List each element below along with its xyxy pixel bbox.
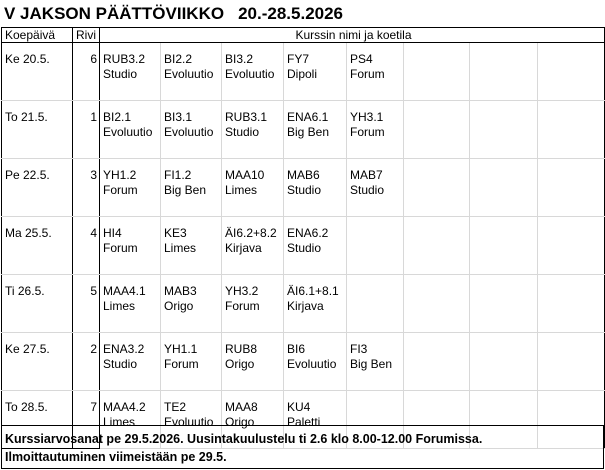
course-cell — [347, 101, 404, 159]
course-cell — [284, 333, 347, 391]
course-cell — [100, 217, 161, 275]
empty-cell — [538, 333, 605, 391]
course-cell — [222, 159, 284, 217]
course-cell — [222, 275, 284, 333]
course-name: RUB3.1 — [225, 110, 268, 124]
course-name: RUB8 — [225, 342, 258, 356]
course-cell — [284, 43, 347, 101]
exam-room: Big Ben — [287, 125, 330, 139]
table-row — [2, 275, 605, 333]
course-cell — [284, 101, 347, 159]
exam-room: Evoluutio — [164, 125, 214, 139]
empty-cell — [470, 101, 538, 159]
course-cell — [161, 159, 222, 217]
header-row — [2, 28, 605, 43]
exam-room: Studio — [103, 357, 138, 371]
footer-line-2: Ilmoittautuminen viimeistään pe 29.5. — [5, 450, 227, 464]
exam-room: Evoluutio — [287, 357, 337, 371]
exam-room: Big Ben — [164, 183, 207, 197]
exam-day: Ma 25.5. — [2, 217, 73, 275]
row-number: 1 — [73, 101, 100, 159]
exam-room: Limes — [103, 299, 136, 313]
exam-room: Paletti — [287, 415, 321, 429]
exam-room: Evoluutio — [164, 415, 214, 429]
exam-room: Forum — [103, 183, 138, 197]
row-number: 6 — [73, 43, 100, 101]
course-name: MAA8 — [225, 400, 258, 414]
course-name: KE3 — [164, 226, 187, 240]
title-text: V JAKSON PÄÄTTÖVIIKKO — [4, 4, 225, 23]
header-course: Kurssin nimi ja koetila — [100, 28, 605, 43]
exam-day: Ke 20.5. — [2, 43, 73, 101]
exam-day: Ti 26.5. — [2, 275, 73, 333]
empty-cell — [470, 159, 538, 217]
course-name: FI3 — [350, 342, 368, 356]
empty-cell — [538, 275, 605, 333]
course-cell — [222, 333, 284, 391]
course-cell — [161, 217, 222, 275]
exam-room: Studio — [225, 125, 260, 139]
table-row — [2, 217, 605, 275]
empty-cell — [404, 159, 470, 217]
table-row — [2, 101, 605, 159]
exam-room: Kirjava — [287, 299, 324, 313]
course-name: MAA10 — [225, 168, 265, 182]
empty-cell — [538, 43, 605, 101]
empty-cell — [404, 43, 470, 101]
course-name: ENA6.2 — [287, 226, 329, 240]
exam-room: Forum — [350, 125, 385, 139]
exam-room: Forum — [164, 357, 199, 371]
row-number: 2 — [73, 333, 100, 391]
course-name: FI1.2 — [164, 168, 192, 182]
empty-cell — [347, 217, 404, 275]
course-cell — [100, 275, 161, 333]
course-name: YH1.2 — [103, 168, 137, 182]
empty-cell — [538, 217, 605, 275]
exam-room: Origo — [225, 415, 255, 429]
empty-cell — [470, 43, 538, 101]
table-row — [2, 43, 605, 101]
exam-room: Studio — [287, 241, 322, 255]
title-dates: 20.-28.5.2026 — [238, 4, 344, 23]
exam-room: Forum — [225, 299, 260, 313]
empty-cell — [404, 275, 470, 333]
empty-cell — [404, 101, 470, 159]
course-name: TE2 — [164, 400, 187, 414]
exam-schedule-table — [1, 27, 605, 449]
exam-room: Origo — [164, 299, 194, 313]
course-cell — [161, 333, 222, 391]
exam-day: To 21.5. — [2, 101, 73, 159]
schedule-title — [4, 4, 343, 24]
exam-room: Evoluutio — [103, 125, 153, 139]
course-cell — [100, 159, 161, 217]
footer-line-1: Kurssiarvosanat pe 29.5.2026. Uusintakuulustelu ti 2.6 klo 8.00-12.00 Forumissa. — [5, 432, 483, 446]
exam-room: Limes — [164, 241, 197, 255]
row-number: 7 — [73, 391, 100, 449]
course-name: RUB3.2 — [103, 52, 146, 66]
empty-cell — [470, 333, 538, 391]
course-name: BI2.1 — [103, 110, 132, 124]
course-name: MAA4.1 — [103, 284, 146, 298]
exam-room: Dipoli — [287, 67, 318, 81]
row-number: 5 — [73, 275, 100, 333]
course-name: ÄI6.1+8.1 — [287, 284, 339, 298]
course-cell — [284, 159, 347, 217]
exam-day: Pe 22.5. — [2, 159, 73, 217]
empty-cell — [404, 333, 470, 391]
course-cell — [284, 275, 347, 333]
course-name: YH1.1 — [164, 342, 198, 356]
course-cell — [100, 101, 161, 159]
course-cell — [347, 43, 404, 101]
exam-room: Origo — [225, 357, 255, 371]
exam-room: Forum — [350, 67, 385, 81]
course-cell — [100, 43, 161, 101]
empty-cell — [538, 101, 605, 159]
course-cell — [347, 159, 404, 217]
table-row — [2, 159, 605, 217]
empty-cell — [470, 275, 538, 333]
empty-cell — [347, 275, 404, 333]
course-cell — [161, 275, 222, 333]
exam-room: Studio — [103, 67, 138, 81]
table-row — [2, 333, 605, 391]
course-name: YH3.2 — [225, 284, 259, 298]
course-name: BI6 — [287, 342, 306, 356]
empty-cell — [404, 217, 470, 275]
exam-room: Big Ben — [350, 357, 393, 371]
course-cell — [222, 217, 284, 275]
header-day: Koepäivä — [2, 28, 73, 43]
exam-room: Forum — [103, 241, 138, 255]
course-name: KU4 — [287, 400, 311, 414]
row-number: 4 — [73, 217, 100, 275]
course-name: ÄI6.2+8.2 — [225, 226, 277, 240]
course-cell — [100, 333, 161, 391]
course-name: ENA6.1 — [287, 110, 329, 124]
course-cell — [161, 101, 222, 159]
course-cell — [161, 43, 222, 101]
course-name: HI4 — [103, 226, 122, 240]
course-cell — [284, 217, 347, 275]
exam-room: Limes — [225, 183, 258, 197]
exam-room: Studio — [350, 183, 385, 197]
exam-room: Evoluutio — [164, 67, 214, 81]
course-name: PS4 — [350, 52, 373, 66]
empty-cell — [470, 217, 538, 275]
empty-cell — [538, 159, 605, 217]
course-cell — [222, 101, 284, 159]
course-cell — [347, 333, 404, 391]
course-name: ENA3.2 — [103, 342, 145, 356]
course-name: BI3.2 — [225, 52, 254, 66]
course-cell — [222, 43, 284, 101]
header-row-number: Rivi — [73, 28, 100, 43]
exam-room: Kirjava — [225, 241, 262, 255]
footer-note — [1, 425, 604, 469]
course-name: YH3.1 — [350, 110, 384, 124]
exam-day: Ke 27.5. — [2, 333, 73, 391]
course-name: MAB7 — [350, 168, 383, 182]
exam-room: Evoluutio — [225, 67, 275, 81]
row-number: 3 — [73, 159, 100, 217]
course-name: BI2.2 — [164, 52, 193, 66]
exam-day: To 28.5. — [2, 391, 73, 449]
course-name: FY7 — [287, 52, 310, 66]
exam-room: Limes — [103, 415, 136, 429]
course-name: BI3.1 — [164, 110, 193, 124]
exam-room: Studio — [287, 183, 322, 197]
course-name: MAB3 — [164, 284, 197, 298]
course-name: MAB6 — [287, 168, 320, 182]
course-name: MAA4.2 — [103, 400, 146, 414]
